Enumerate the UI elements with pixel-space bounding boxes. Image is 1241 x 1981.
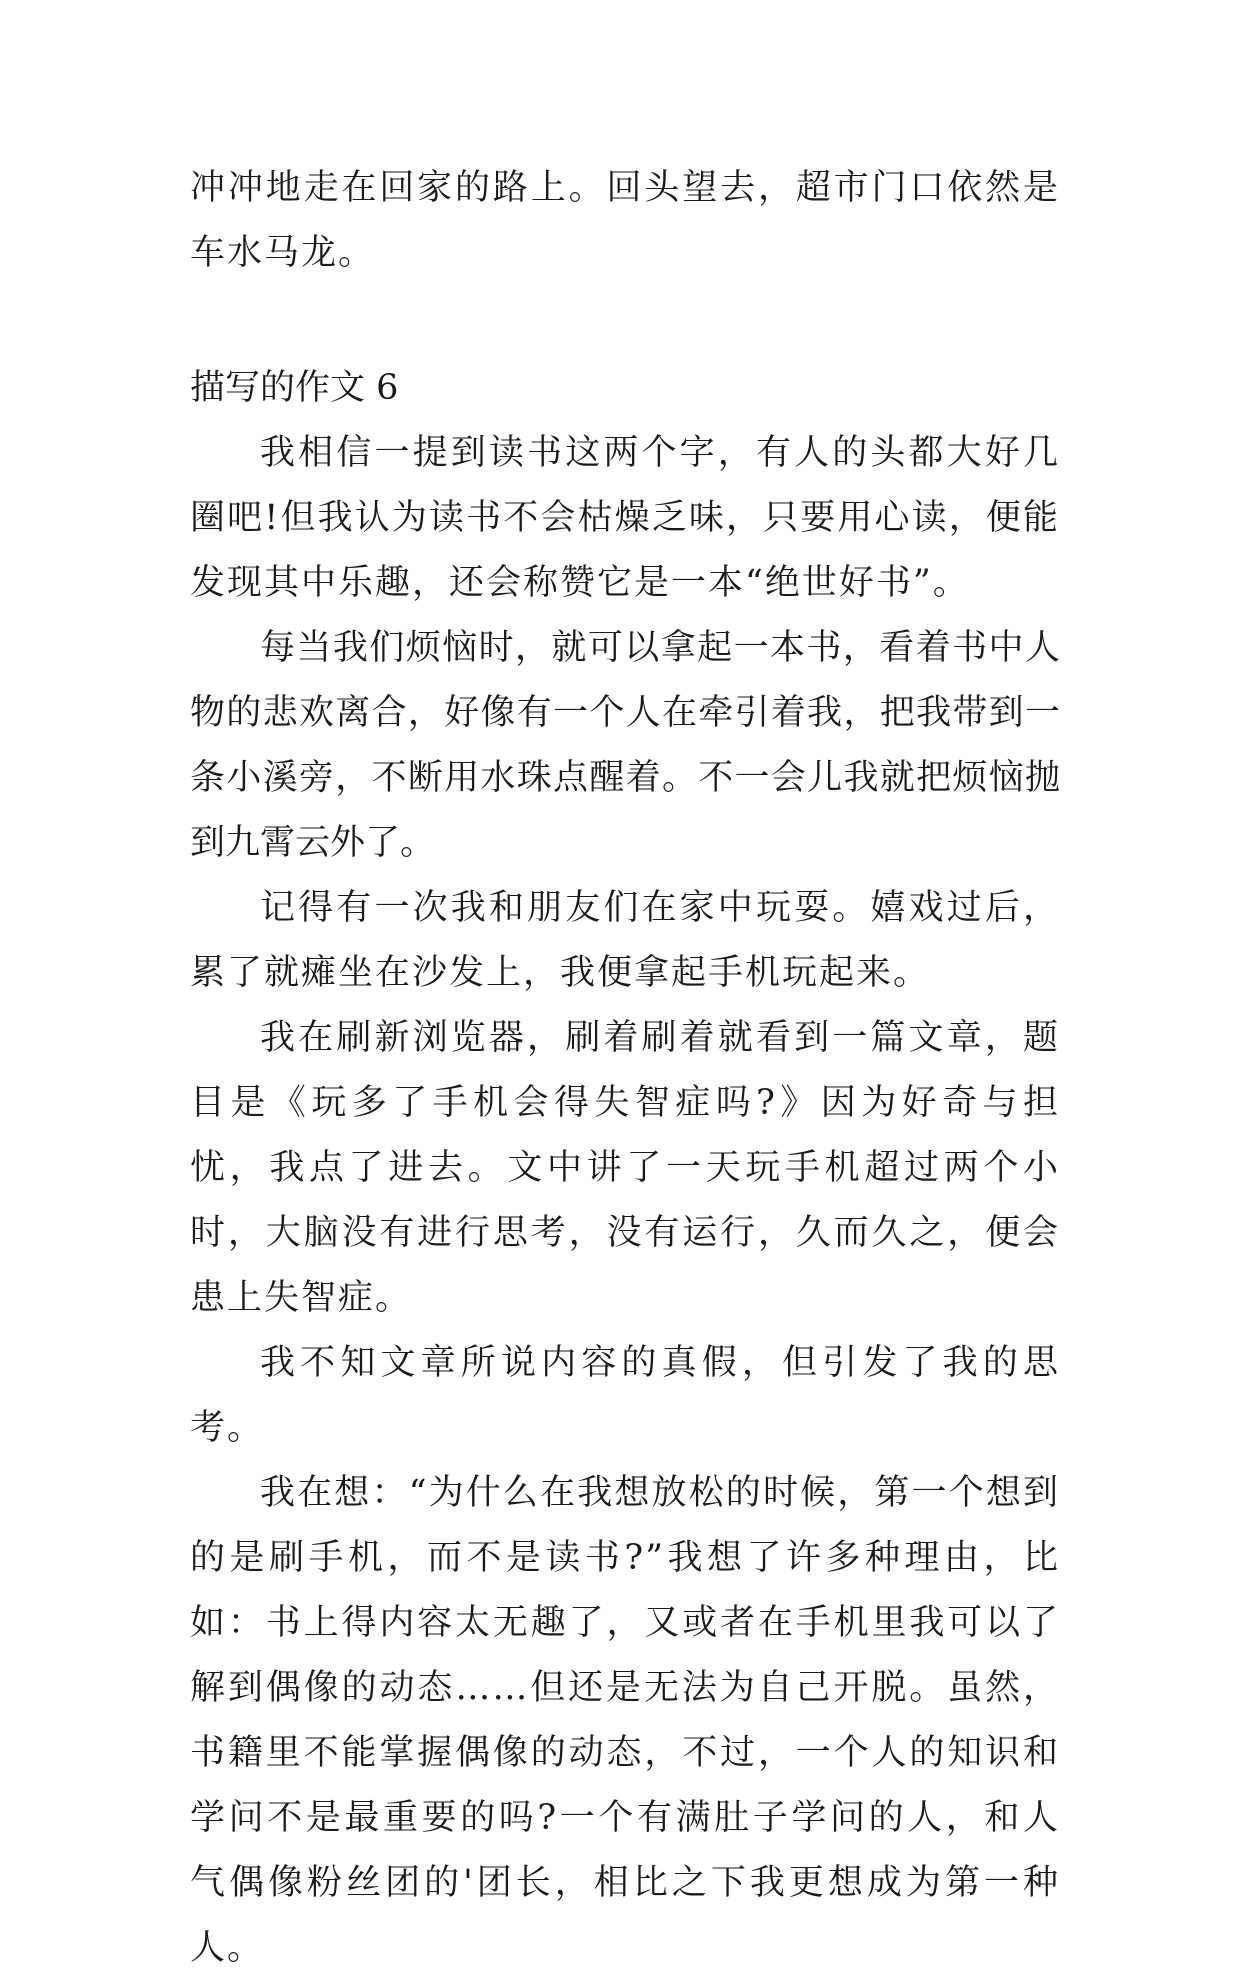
paragraph: 记得有一次我和朋友们在家中玩耍。嬉戏过后，累了就瘫坐在沙发上，我便拿起手机玩起来。 [190,888,1060,993]
section-heading: 描写的作文 6 [190,368,399,408]
document-body [190,156,1060,1981]
paragraph: 我在刷新浏览器，刷着刷着就看到一篇文章，题目是《玩多了手机会得失智症吗?》因为好奇与担忧，我点了进去。文中讲了一天玩手机超过两个小时，大脑没有进行思考，没有运行，久而久之，便会患上失智症。 [190,1018,1060,1318]
intro-paragraph: 冲冲地走在回家的路上。回头望去，超市门口依然是车水马龙。 [190,168,1060,273]
paragraph: 我在想：“为什么在我想放松的时候，第一个想到的是刷手机，而不是读书?”我想了许多种理由，比如：书上得内容太无趣了，又或者在手机里我可以了解到偶像的动态……但还是无法为自己开脱。虽然，书籍里不能掌握偶像的动态，不过，一个人的知识和学问不是最重要的吗?一个有满肚子学问的人，和人气偶像粉丝团的'团长，相比之下我更想成为第一种人。 [190,1473,1060,1968]
paragraph: 我不知文章所说内容的真假，但引发了我的思考。 [190,1343,1060,1448]
paragraph: 每当我们烦恼时，就可以拿起一本书，看着书中人物的悲欢离合，好像有一个人在牵引着我，把我带到一条小溪旁，不断用水珠点醒着。不一会儿我就把烦恼抛到九霄云外了。 [190,628,1060,863]
paragraph: 我相信一提到读书这两个字，有人的头都大好几圈吧!但我认为读书不会枯燥乏味，只要用心读，便能发现其中乐趣，还会称赞它是一本“绝世好书”。 [190,433,1060,603]
